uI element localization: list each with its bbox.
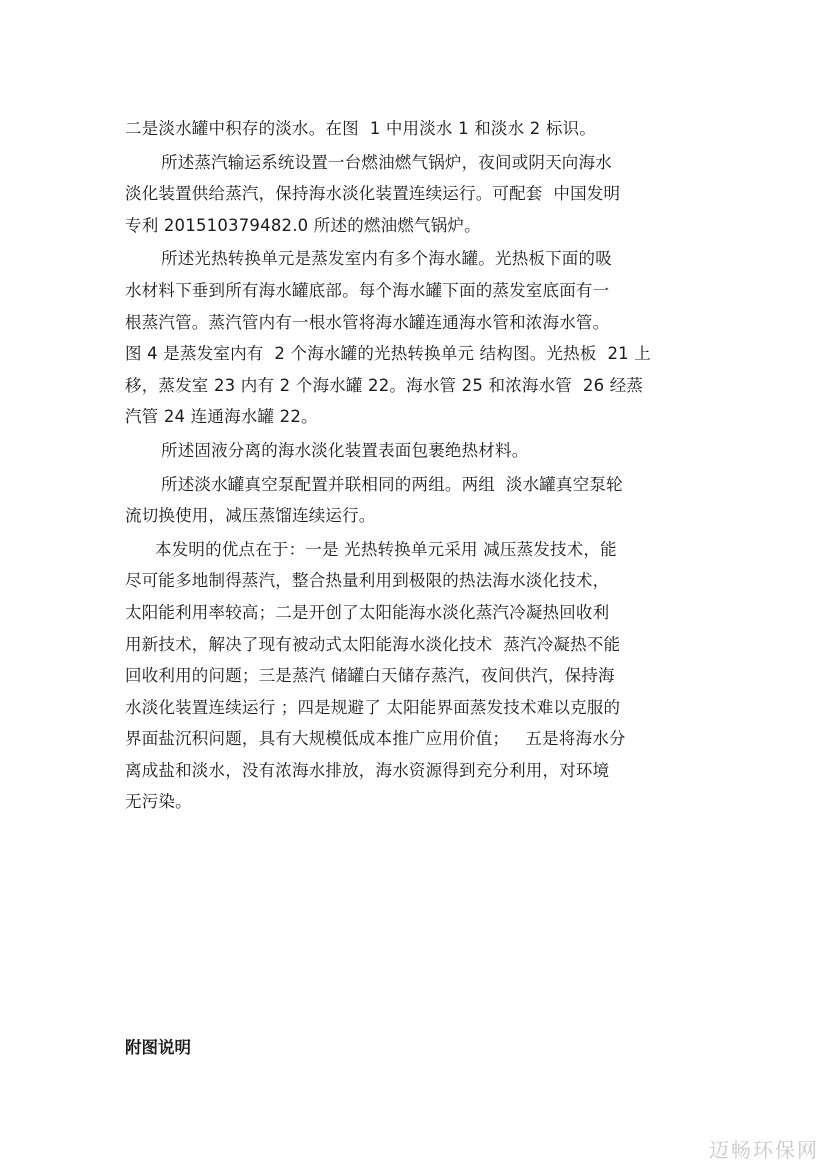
text-line: 淡化装置供给蒸汽，保持海水淡化装置连续运行。可配套 中国发明	[125, 184, 621, 204]
watermark: 迈畅环保网	[709, 1138, 819, 1162]
text-line: 所述固液分离的海水淡化装置表面包裹绝热材料。	[161, 440, 529, 460]
body-text	[125, 113, 695, 820]
text-line: 回收利用的问题；三是蒸汽 储罐白天储存蒸汽，夜间供汽，保持海	[125, 666, 615, 686]
text-line: 水材料下垂到所有海水罐底部。每个海水罐下面的蒸发室底面有一	[125, 280, 610, 300]
text-line: 所述光热转换单元是蒸发室内有多个海水罐。光热板下面的吸	[161, 249, 612, 269]
text-line: 水淡化装置连续运行 ；四是规避了 太阳能界面蒸发技术难以克服的	[125, 697, 621, 717]
text-line: 二是淡水罐中积存的淡水。在图 1 中用淡水 1 和淡水 2 标识。	[125, 119, 597, 138]
text-line: 用新技术，解决了现有被动式太阳能海水淡化技术 蒸汽冷凝热不能	[125, 634, 621, 654]
text-line: 太阳能利用率较高；二是开创了太阳能海水淡化蒸汽冷凝热回收利	[125, 602, 610, 622]
paragraph	[125, 469, 695, 532]
text-line: 本发明的优点在于：一是 光热转换单元采用 减压蒸发技术，能	[155, 539, 617, 559]
paragraph	[125, 534, 695, 818]
paragraph	[125, 435, 695, 467]
text-line: 所述蒸汽输运系统设置一台燃油燃气锅炉，夜间或阴天向海水	[161, 152, 612, 172]
text-line: 无污染。	[125, 792, 192, 812]
text-line: 离成盐和淡水，没有浓海水排放，海水资源得到充分利用，对环境	[125, 760, 610, 780]
paragraph	[125, 113, 695, 145]
text-line: 移，蒸发室 23 内有 2 个海水罐 22。海水管 25 和浓海水管 26 经蒸	[125, 375, 644, 395]
text-line: 尽可能多地制得蒸汽，整合热量利用到极限的热法海水淡化技术，	[125, 571, 610, 591]
paragraph	[125, 243, 695, 433]
paragraph	[125, 147, 695, 242]
text-line: 汽管 24 连通海水罐 22。	[125, 407, 318, 427]
text-line: 界面盐沉积问题，具有大规模低成本推广应用价值； 五是将海水分	[125, 729, 626, 749]
text-line: 图 4 是蒸发室内有 2 个海水罐的光热转换单元 结构图。光热板 21 上	[125, 344, 651, 364]
text-line: 根蒸汽管。蒸汽管内有一根水管将海水罐连通海水管和浓海水管。	[125, 312, 610, 332]
text-line: 专利 201510379482.0 所述的燃油燃气锅炉。	[125, 215, 481, 235]
section-heading: 附图说明	[125, 1038, 191, 1057]
text-line: 所述淡水罐真空泵配置并联相同的两组。两组 淡水罐真空泵轮	[161, 474, 623, 494]
text-line: 流切换使用，减压蒸馏连续运行。	[125, 506, 376, 526]
